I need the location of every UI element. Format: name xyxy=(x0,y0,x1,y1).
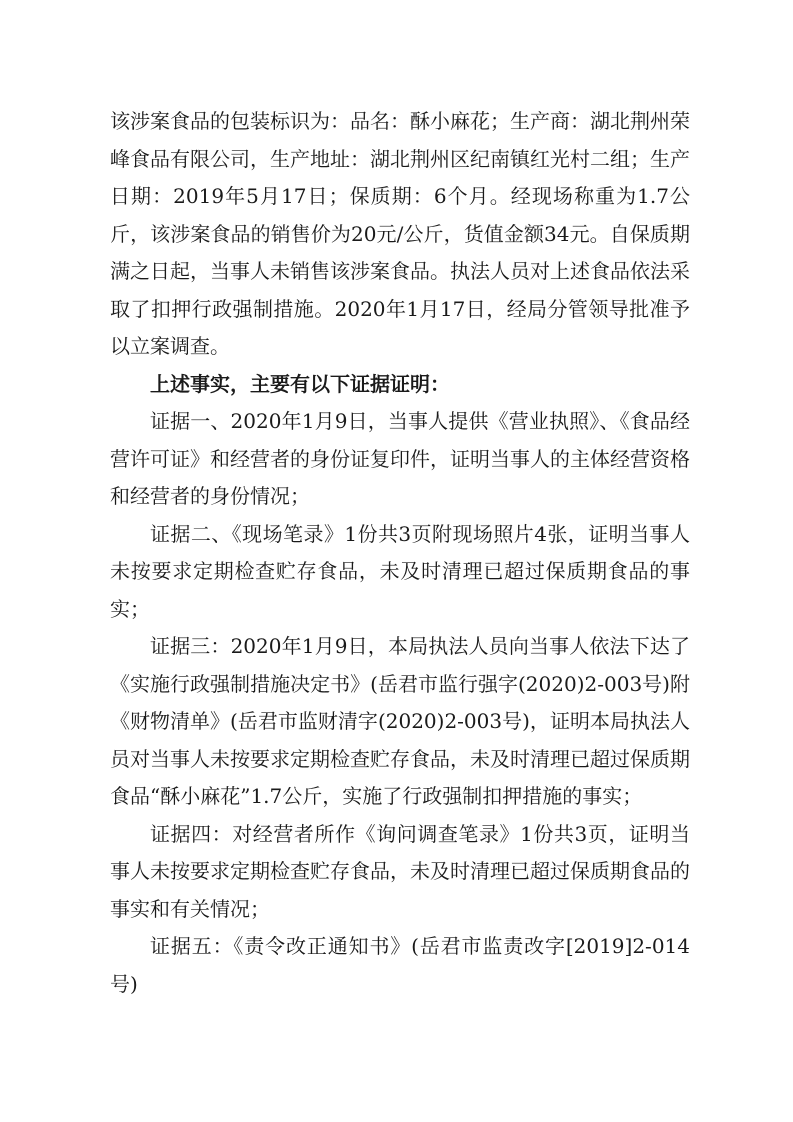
document-body xyxy=(110,103,690,1003)
paragraph-evidence-4: 证据四：对经营者所作《询问调查笔录》1份共3页，证明当事人未按要求定期检查贮存食品，未及时清理已超过保质期食品的事实和有关情况； xyxy=(110,821,690,921)
paragraph-evidence-5: 证据五：《责令改正通知书》(岳君市监责改字[2019]2-014号) xyxy=(110,934,690,996)
paragraph-evidence-1: 证据一、2020年1月9日，当事人提供《营业执照》、《食品经营许可证》和经营者的身份证复印件，证明当事人的主体经营资格和经营者的身份情况； xyxy=(110,409,690,508)
paragraph-evidence-2: 证据二、《现场笔录》1份共3页附现场照片4张，证明当事人未按要求定期检查贮存食品，未及时清理已超过保质期食品的事实； xyxy=(110,521,690,621)
paragraph-case-details: 该涉案食品的包装标识为：品名：酥小麻花；生产商：湖北荆州荣峰食品有限公司，生产地址：湖北荆州区纪南镇红光村二组；生产日期：2019年5月17日；保质期：6个月。经现场称重为1.7公斤，该涉案食品的销售价为20元/公斤，货值金额34元。自保质期满之日起，当事人未销售该涉案食品。执法人员对上述食品依法采取了扣押行政强制措施。2020年1月17日，经局分管领导批准予以立案调查。 xyxy=(110,109,690,358)
paragraph-evidence-heading: 上述事实，主要有以下证据证明： xyxy=(150,371,450,396)
paragraph-evidence-3: 证据三：2020年1月9日，本局执法人员向当事人依法下达了《实施行政强制措施决定书》(岳君市监行强字(2020)2-003号)附《财物清单》(岳君市监财清字(2020)2-003号)，证明本局执法人员对当事人未按要求定期检查贮存食品，未及时清理已超过保质期食品“酥小麻花”1.7公斤，实施了行政强制扣押措施的事实； xyxy=(110,634,690,808)
